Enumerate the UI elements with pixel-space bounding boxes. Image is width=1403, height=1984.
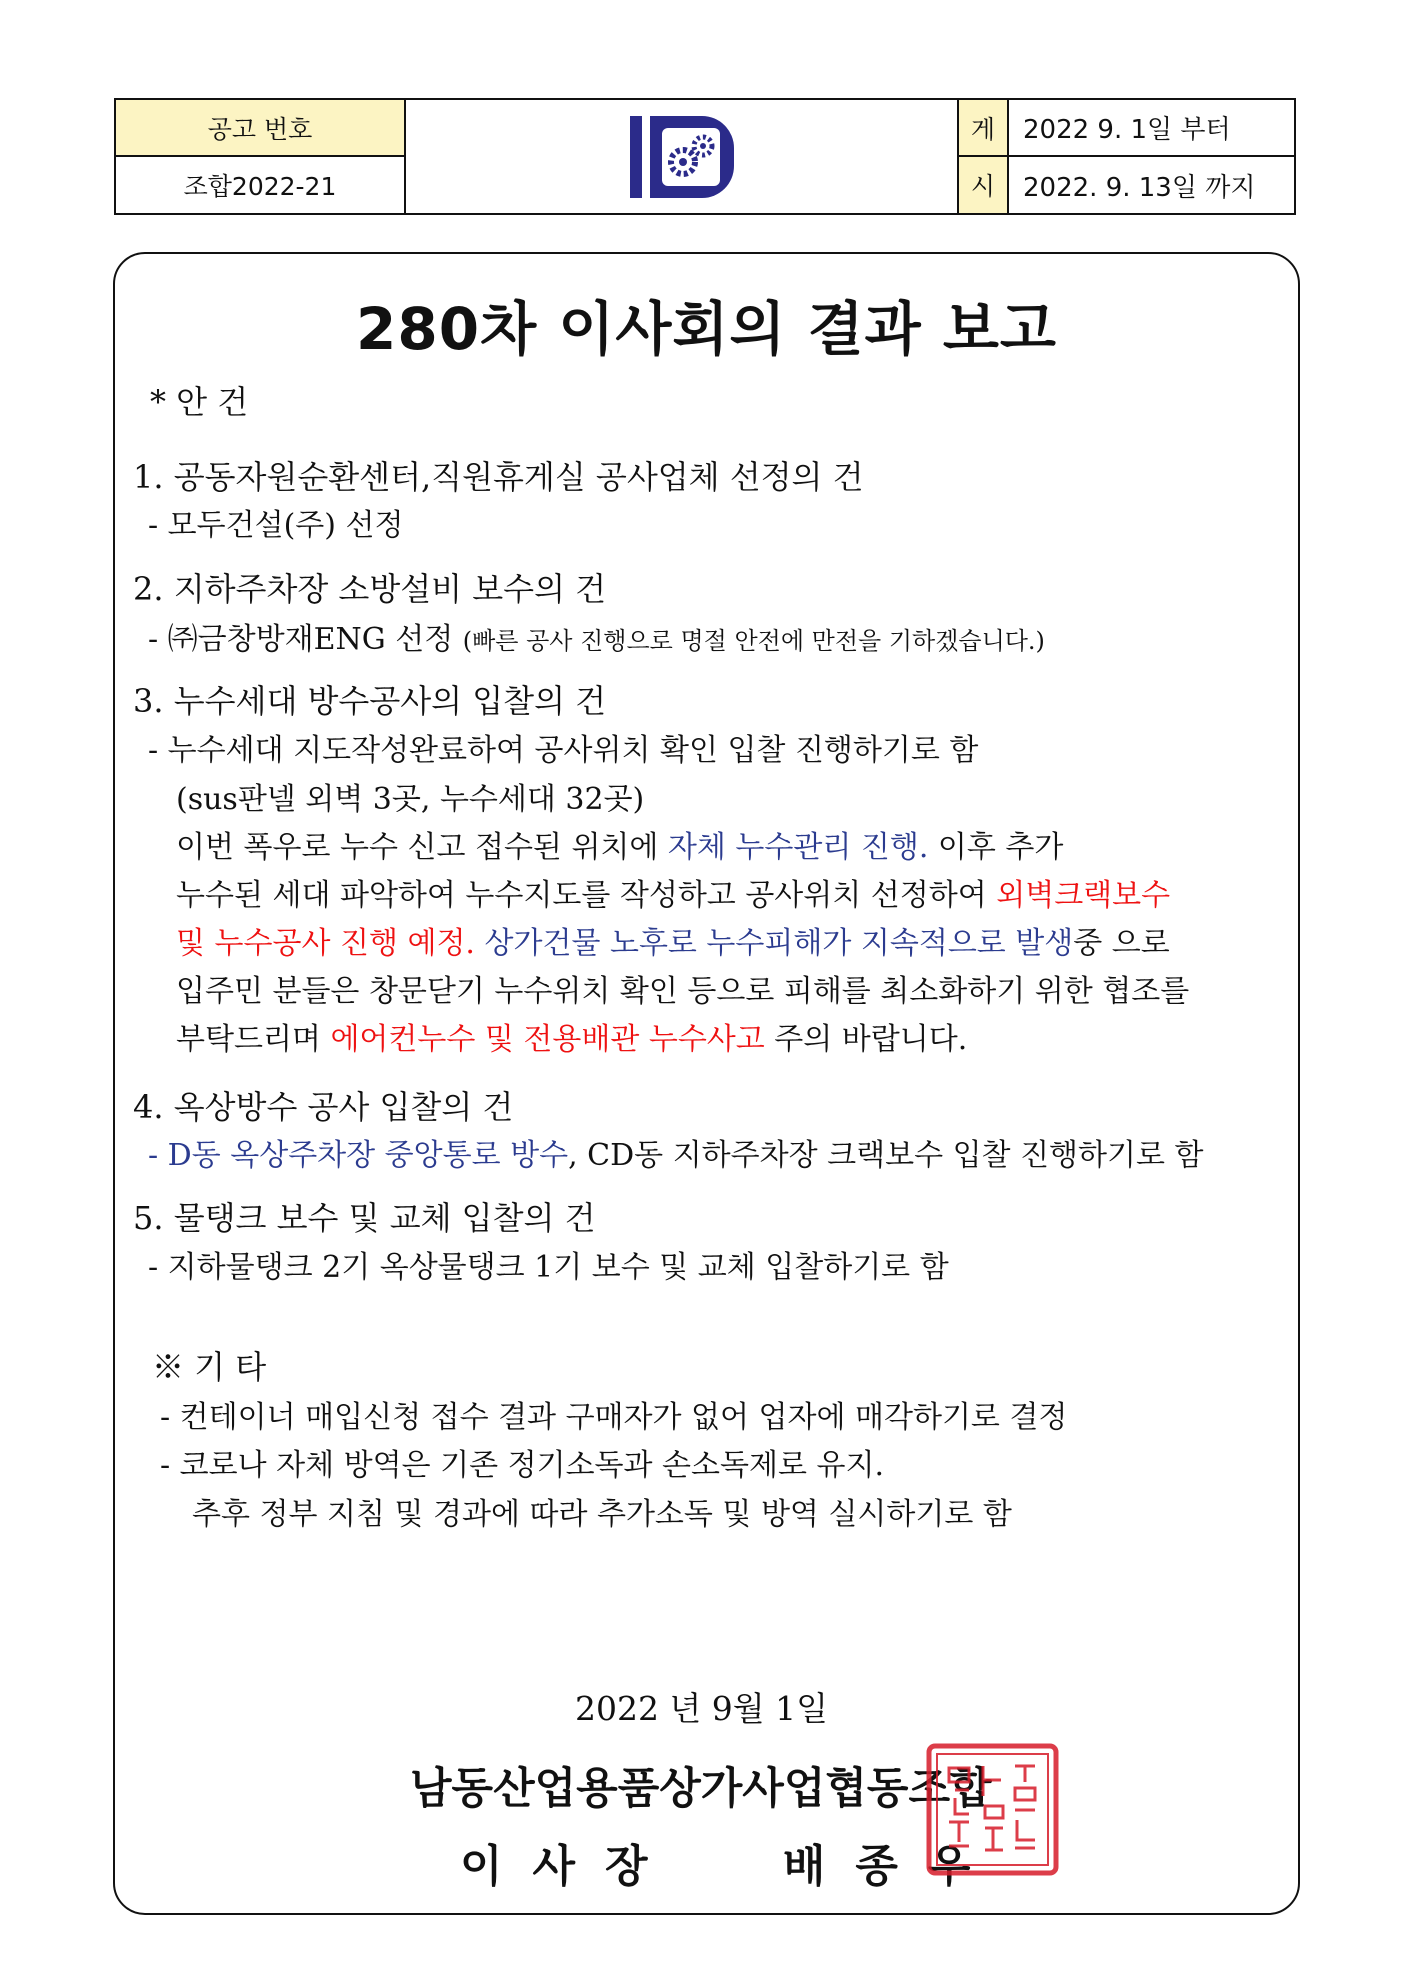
- item-3-para-5-highlight: 에어컨누수 및 전용배관 누수사고: [330, 1022, 765, 1057]
- item-4-detail: [148, 1138, 1204, 1174]
- item-1-title: 1. 공동자원순환센터,직원휴게실 공사업체 선정의 건: [133, 458, 864, 496]
- item-4-title: 4. 옥상방수 공사 입찰의 건: [133, 1088, 514, 1126]
- posting-label-bottom: 시: [959, 157, 1009, 213]
- representative: [460, 1830, 1000, 1894]
- item-3-para-5-c: 주의 바랍니다.: [764, 1022, 968, 1057]
- item-5-detail: - 지하물탱크 2기 옥상물탱크 1기 보수 및 교체 입찰하기로 함: [148, 1250, 949, 1285]
- notice-number-value: 조합2022-21: [116, 157, 406, 213]
- item-1-detail: - 모두건설(주) 선정: [148, 508, 404, 543]
- other-heading: ※ 기 타: [152, 1348, 267, 1386]
- item-3-para-2: [176, 878, 1170, 914]
- notice-header-table: [114, 98, 1296, 215]
- item-2-title: 2. 지하주차장 소방설비 보수의 건: [133, 570, 607, 608]
- agenda-heading: * 안 건: [150, 383, 249, 421]
- item-4-detail-highlight: - D동 옥상주차장 중앙통로 방수: [148, 1138, 569, 1173]
- item-3-para-3: [176, 926, 1170, 962]
- item-3-para-1-a: 이번 폭우로 누수 신고 접수된 위치에: [176, 830, 668, 865]
- organization-name: 남동산업용품상가사업협동조합: [410, 1764, 992, 1814]
- item-3-para-3-c: 중 으로: [1073, 926, 1170, 961]
- posting-label-top: 게: [959, 100, 1009, 157]
- posting-from-date: 2022 9. 1일 부터: [1009, 100, 1294, 157]
- item-2-detail: [148, 622, 1045, 658]
- gear-logo-icon: [628, 112, 736, 202]
- representative-title: 이사장: [460, 1841, 678, 1892]
- item-3-para-2-highlight: 외벽크랙보수: [996, 878, 1171, 913]
- posting-to-date: 2022. 9. 13일 까지: [1023, 172, 1256, 203]
- notice-number-label: 공고 번호: [116, 100, 406, 157]
- item-3-para-2-a: 누수된 세대 파악하여 누수지도를 작성하고 공사위치 선정하여: [176, 878, 997, 913]
- item-3-para-1-highlight: 자체 누수관리 진행.: [667, 830, 929, 865]
- item-2-detail-text: - ㈜금창방재ENG 선정: [148, 622, 454, 657]
- item-2-note: (빠른 공사 진행으로 명절 안전에 만전을 기하겠습니다.): [462, 627, 1045, 655]
- item-3-para-5: [176, 1022, 967, 1058]
- other-line-1: - 컨테이너 매입신청 접수 결과 구매자가 없어 업자에 매각하기로 결정: [160, 1400, 1068, 1435]
- item-5-title: 5. 물탱크 보수 및 교체 입찰의 건: [133, 1199, 596, 1237]
- item-3-para-4: 입주민 분들은 창문닫기 누수위치 확인 등으로 피해를 최소화하기 위한 협조를: [176, 974, 1190, 1009]
- item-3-title: 3. 누수세대 방수공사의 입찰의 건: [133, 682, 607, 720]
- other-line-2: - 코로나 자체 방역은 기존 정기소독과 손소독제로 유지.: [160, 1448, 884, 1483]
- item-3-para-5-a: 부탁드리며: [176, 1022, 331, 1057]
- other-line-3: 추후 정부 지침 및 경과에 따라 추가소독 및 방역 실시하기로 함: [192, 1497, 1012, 1532]
- logo-cell: [406, 100, 959, 213]
- item-3-para-1: [176, 830, 1063, 866]
- item-3-para-3-red: 및 누수공사 진행 예정.: [176, 926, 475, 961]
- item-4-detail-rest: , CD동 지하주차장 크랙보수 입찰 진행하기로 함: [568, 1138, 1204, 1173]
- item-3-detail-2: (sus판넬 외벽 3곳, 누수세대 32곳): [176, 782, 645, 817]
- representative-name: 배종우: [782, 1841, 1001, 1892]
- item-3-para-1-c: 이후 추가: [928, 830, 1064, 865]
- official-seal-icon: [925, 1742, 1060, 1877]
- page-title: 280차 이사회의 결과 보고: [356, 295, 1057, 363]
- item-3-detail-1: - 누수세대 지도작성완료하여 공사위치 확인 입찰 진행하기로 함: [148, 733, 979, 768]
- issue-date: 2022 년 9월 1일: [574, 1689, 829, 1728]
- document-frame: [113, 252, 1300, 1915]
- item-3-para-3-blue: 상가건물 노후로 누수피해가 지속적으로 발생: [474, 926, 1074, 961]
